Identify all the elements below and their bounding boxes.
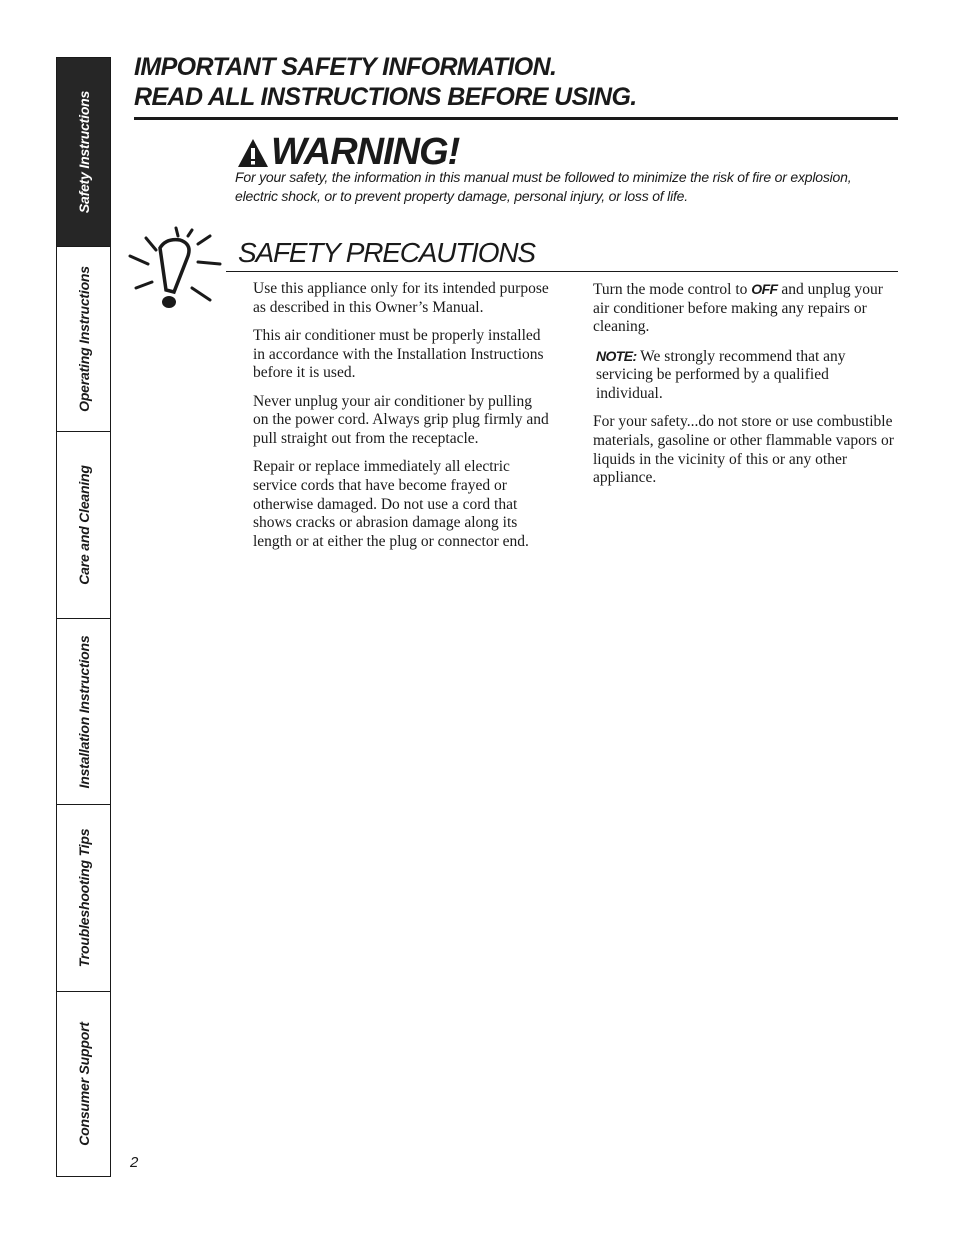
- tab-installation-instructions[interactable]: [57, 619, 110, 805]
- precautions-left-column: [253, 280, 551, 561]
- tab-label: Safety Instructions: [75, 90, 92, 214]
- note-paragraph: [593, 347, 895, 404]
- tab-label: Care and Cleaning: [75, 465, 92, 585]
- tab-label: Installation Instructions: [75, 635, 92, 788]
- tab-troubleshooting-tips[interactable]: [57, 805, 110, 992]
- off-setting-label: OFF: [751, 281, 778, 297]
- tab-consumer-support[interactable]: [57, 992, 110, 1176]
- header-line-2: READ ALL INSTRUCTIONS BEFORE USING.: [134, 83, 637, 111]
- tab-label: Consumer Support: [75, 1022, 92, 1146]
- precaution-paragraph: For your safety...do not store or use combustible materials, gasoline or other flammable vapors or liquids in the vicinity of this or any other appliance.: [593, 413, 894, 487]
- precaution-paragraph: [593, 280, 895, 337]
- exclamation-lightbulb-icon: [126, 226, 226, 316]
- precaution-paragraph: This air conditioner must be properly installed in accordance with the Installation Instructions before it is used.: [253, 326, 544, 382]
- header-divider: [134, 117, 898, 120]
- page-number: 2: [130, 1154, 139, 1171]
- text-segment: Turn the mode control to: [593, 281, 752, 298]
- warning-heading: [237, 131, 459, 173]
- tab-operating-instructions[interactable]: [57, 247, 110, 432]
- section-tabs: [56, 57, 111, 1177]
- precaution-paragraph: Repair or replace immediately all electric service cords that have become frayed or otherwise damaged. Do not use a cord that shows cracks or abrasion damage along its length or at either the plug or connector end.: [253, 458, 529, 550]
- section-title: SAFETY PRECAUTIONS: [238, 237, 535, 268]
- note-text: We strongly recommend that any servicing be performed by a qualified individual.: [596, 347, 846, 403]
- warning-text: For your safety, the information in this manual must be followed to minimize the risk of fire or explosion, electric shock, or to prevent property damage, personal injury, or loss of life.: [235, 169, 852, 204]
- warning-triangle-icon: [237, 138, 269, 168]
- tab-care-and-cleaning[interactable]: [57, 432, 110, 619]
- tab-safety-instructions[interactable]: [57, 58, 110, 247]
- warning-title: WARNING!: [271, 131, 460, 173]
- page-header: [134, 52, 898, 112]
- text-segment: and unplug your air conditioner before making any repairs or cleaning.: [593, 281, 883, 336]
- tab-label: Operating Instructions: [75, 266, 92, 412]
- tab-label: Troubleshooting Tips: [75, 828, 92, 968]
- precaution-paragraph: Never unplug your air conditioner by pulling on the power cord. Always grip plug firmly and pull straight out from the receptacle.: [253, 392, 549, 447]
- section-divider: [226, 271, 898, 272]
- note-label: NOTE:: [596, 347, 637, 364]
- header-line-1: IMPORTANT SAFETY INFORMATION.: [134, 53, 557, 81]
- precautions-right-column: [593, 280, 895, 498]
- precaution-paragraph: Use this appliance only for its intended purpose as described in this Owner’s Manual.: [253, 280, 549, 316]
